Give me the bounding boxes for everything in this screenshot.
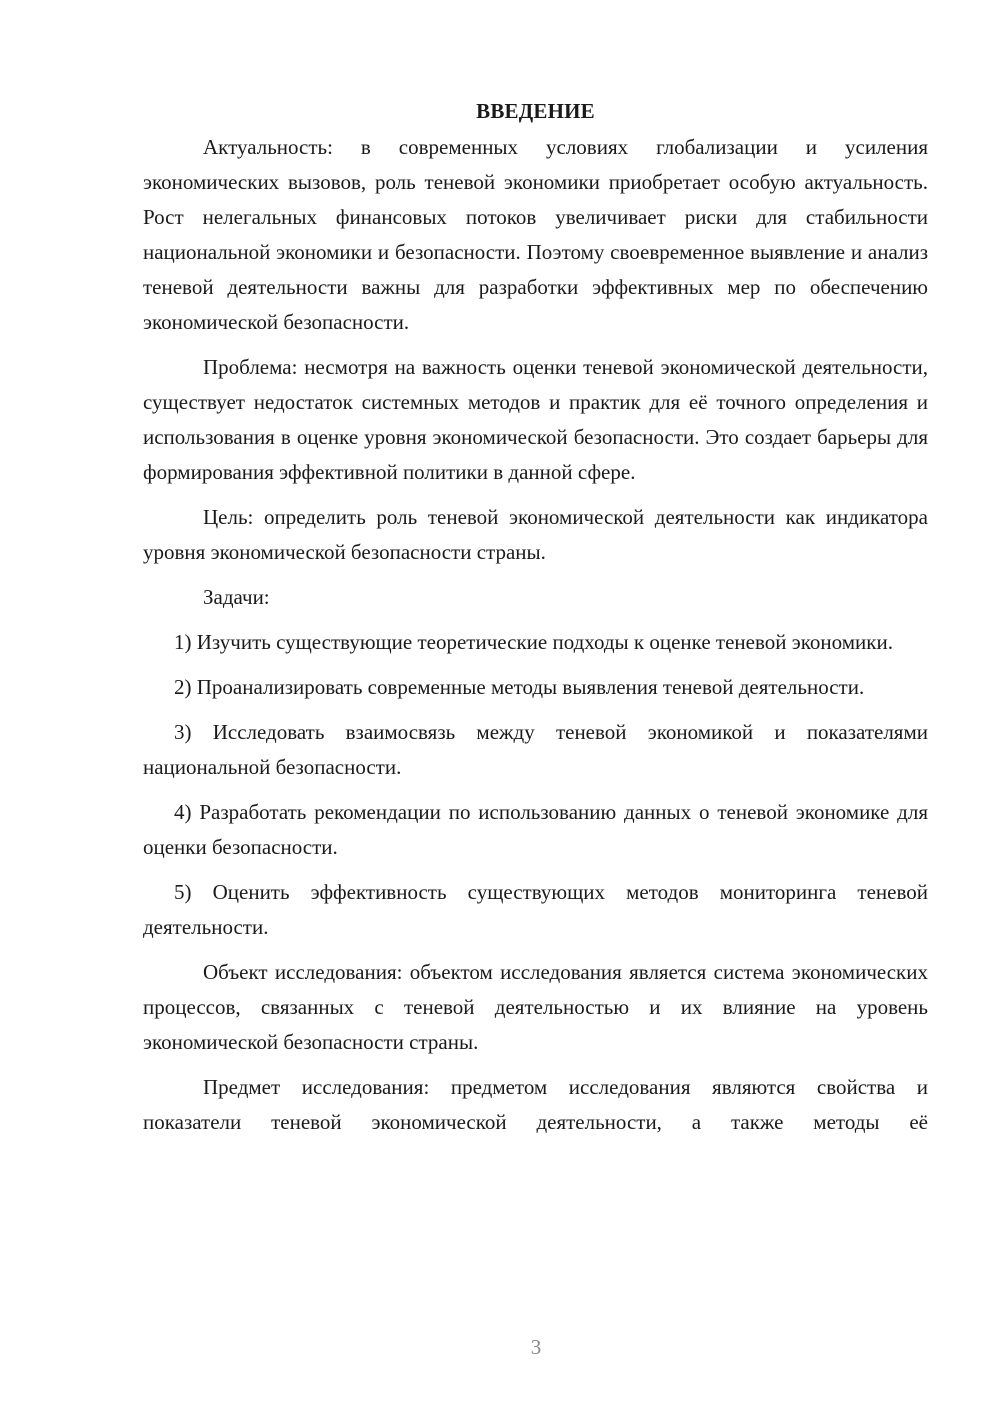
task-item-4: 4) Разработать рекомендации по использованию данных о теневой экономике для оценки безопасности. <box>143 800 928 859</box>
paragraph-problem: Проблема: несмотря на важность оценки теневой экономической деятельности, существует недостаток системных методов и практик для её точного определения и использования в оценке уровня экономической безопасности. Это создает барьеры для формирования эффективной политики в данной сфере. <box>143 355 928 484</box>
page-number: 3 <box>530 1335 542 1359</box>
section-title: ВВЕДЕНИЕ <box>476 99 595 123</box>
paragraph-subject: Предмет исследования: предметом исследования являются свойства и показатели теневой экономической деятельности, а также методы её <box>143 1075 928 1134</box>
task-item-1: 1) Изучить существующие теоретические подходы к оценке теневой экономики. <box>174 630 893 654</box>
task-item-3: 3) Исследовать взаимосвязь между теневой экономикой и показателями национальной безопасности. <box>143 720 928 779</box>
tasks-heading: Задачи: <box>203 585 270 609</box>
paragraph-goal: Цель: определить роль теневой экономической деятельности как индикатора уровня экономической безопасности страны. <box>143 505 928 564</box>
task-item-5: 5) Оценить эффективность существующих методов мониторинга теневой деятельности. <box>143 880 928 939</box>
paragraph-relevance: Актуальность: в современных условиях глобализации и усиления экономических вызовов, роль теневой экономики приобретает особую актуальность. Рост нелегальных финансовых потоков увеличивает риски для стабильности национальной экономики и безопасности. Поэтому своевременное выявление и анализ теневой деятельности важны для разработки эффективных мер по обеспечению экономической безопасности. <box>143 135 928 334</box>
document-page <box>143 96 928 1140</box>
paragraph-object: Объект исследования: объектом исследования является система экономических процессов, связанных с теневой деятельностью и их влияние на уровень экономической безопасности страны. <box>143 960 928 1054</box>
task-item-2: 2) Проанализировать современные методы выявления теневой деятельности. <box>174 675 865 699</box>
